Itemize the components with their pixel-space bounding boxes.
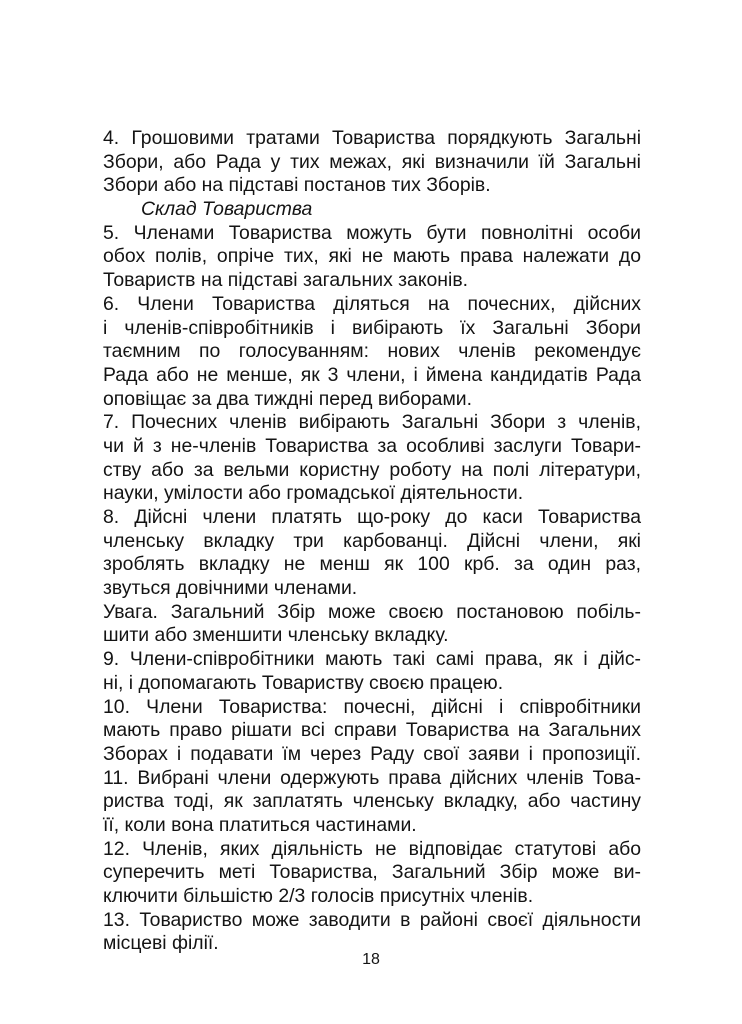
section-heading: Склад Товариства [141,198,313,221]
text-line: оповіщає за два тиждні перед виборами. [103,387,472,410]
text-line: 11. Вибрані члени одержують права дійсних членів Това- [103,766,641,789]
text-line: суперечить меті Товариства, Загальний Збір може ви- [103,861,641,884]
text-line: ключити більшістю 2/3 голосів присутніх членів. [103,885,534,907]
page-body-text [103,127,641,956]
text-line: Збори, або Рада у тих межах, які визначили їй Загальні [103,150,641,173]
text-line: місцеві філії. [103,932,219,955]
text-line: звуться довічними членами. [103,577,358,600]
text-line: Збори або на підставі постанов тих Зборів. [103,174,491,197]
text-line: 4. Грошовими тратами Товариства порядкують Загальні [103,127,641,149]
text-line: 12. Членів, яких діяльність не відповідає статутові або [103,837,641,860]
text-line: Товариств на підставі загальних законів. [103,269,469,292]
text-line: і членів-співробітників і вибірають їх Загальні Збори [103,316,641,339]
text-line: 9. Члени-співробітники мають такі самі права, як і дійс- [103,648,641,671]
text-line: чи й з не-членів Товариства за особливі заслуги Товари- [103,434,641,457]
text-line: шити або зменшити членську вкладку. [103,624,449,647]
text-line: зроблять вкладку не менш як 100 крб. за один раз, [103,553,641,576]
text-line: науки, умілости або громадської діятельности. [103,482,524,505]
text-line: її, коли вона платиться частинами. [103,813,417,836]
text-line: мають право рішати всі справи Товариства на Загальних [103,719,641,742]
text-line: Рада або не менше, як 3 члени, і ймена кандидатів Рада [103,363,641,386]
text-line: Увага. Загальний Збір може своєю постановою побіль- [103,600,641,623]
text-line: 10. Члени Товариства: почесні, дійсні і співробітники [103,695,641,718]
text-line: 7. Почесних членів вибірають Загальні Збори з членів, [103,411,641,434]
text-line: 8. Дійсні члени платять що-року до каси Товариства [103,506,641,528]
text-line: 13. Товариство може заводити в районі своєї діяльности [103,908,641,931]
text-line: 6. Члени Товариства діляться на почесних, дійсних [103,292,641,315]
text-line: членську вкладку три карбованці. Дійсні члени, які [103,529,641,552]
text-line: обох полів, опріче тих, які не мають права належати до [103,245,641,268]
text-line: Зборах і подавати їм через Раду свої заяви і пропозиції. [103,742,641,765]
text-line: ні, і допомагають Товариству своєю працею. [103,671,504,694]
text-line: 5. Членами Товариства можуть бути повнолітні особи [103,221,641,244]
page-number: 18 [362,951,380,968]
text-line: ству або за вельми користну роботу на полі літератури, [103,458,641,481]
text-line: таємним по голосуванням: нових членів рекомендує [103,340,641,363]
text-line: риства тоді, як заплатять членську вкладку, або частину [103,790,641,813]
